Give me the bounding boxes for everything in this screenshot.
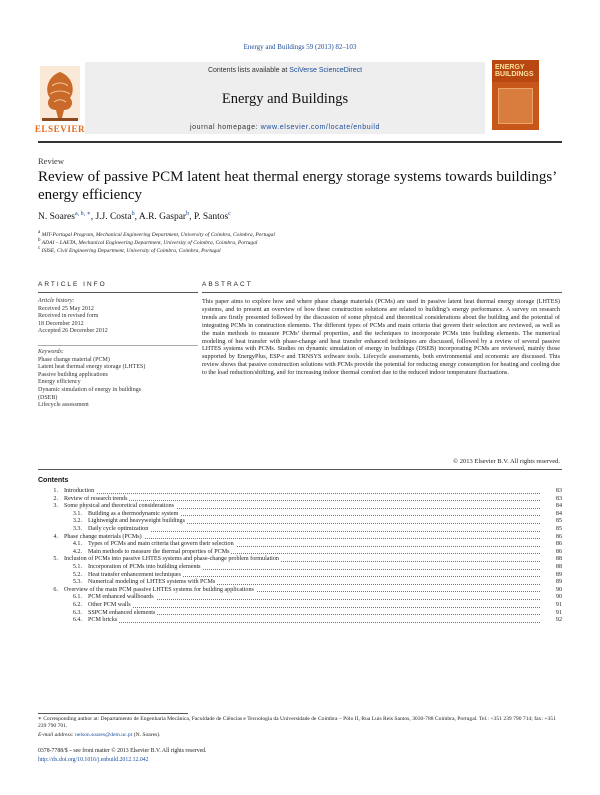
toc-entry-label: Phase change materials (PCMs) bbox=[64, 533, 142, 540]
toc-entry-label: Introduction bbox=[64, 488, 95, 494]
abstract-text: This paper aims to explore how and where phase change materials (PCMs) are used in passive latent heat thermal energy storage (LHTES) systems, and to present an overview of how these construction solutions are related to building’s energy performance. A survey on research trends are firstly presented followed by the discussion of some physical and theoretical considerations about the building and the potential of integrating PCMs in construction elements. The different types of PCMs and main criteria that govern their selection are reviewed, as well as the main methods to measure PCMs’ thermal properties, and the techniques to incorporate PCMs into building elements. The numerical modeling of heat transfer with phase-change and heat transfer enhanced techniques are discussed, followed by a review of several passive LHTES systems with PCMs. Studies on dynamic simulation of energy in buildings (DSEB) incorporating PCMs are reviewed, mainly those supported by EnergyPlus, ESP-r and TRNSYS software tools. Lifecycle assessments, both environmental and economic are discussed. This review shows that passive construction solutions with PCMs provide the potential for reducing energy consumption for heating and cooling due to the load reduction/shifting, and for increasing indoor thermal comfort due to the reduced indoor temperature fluctuations. bbox=[202, 298, 560, 377]
toc-entry-number: 3.2. bbox=[72, 518, 82, 525]
keyword: (DSEB) bbox=[38, 394, 58, 401]
toc-entry-number: 2. bbox=[53, 495, 58, 502]
toc-entry-number: 3.3. bbox=[72, 525, 82, 532]
toc-entry-page: 83 bbox=[555, 495, 562, 502]
doi-link[interactable]: http://dx.doi.org/10.1016/j.enbuild.2012.12.042 bbox=[38, 757, 149, 763]
keyword: Passive building applications bbox=[38, 371, 108, 378]
header-rule bbox=[38, 141, 562, 143]
toc-entry-number: 4. bbox=[53, 533, 58, 540]
history-label: Article history: bbox=[38, 298, 75, 304]
toc-entry-page: 91 bbox=[555, 601, 562, 608]
history-line: Received in revised form bbox=[38, 313, 99, 320]
contents-heading: Contents bbox=[38, 477, 69, 484]
toc-entry-page: 92 bbox=[555, 617, 562, 624]
keyword: Dynamic simulation of energy in buildings bbox=[38, 386, 142, 393]
author-list bbox=[38, 210, 231, 222]
toc-entry-label: PCM bricks bbox=[88, 617, 118, 624]
corresponding-author-note: ∗ Corresponding author at: Departamento de Engenharia Mecânica, Faculdade de Ciências e Tecnologia da Universidade de Coimbra – Pólo II, Rua Luís Reis Santos, 3030-788 Coimbra, Portugal. Tel.: +351 239 790 714; fax: +351 239 790 701. bbox=[38, 716, 556, 730]
author-name: A.R. Gaspar bbox=[138, 212, 187, 223]
journal-cover-thumbnail bbox=[492, 60, 539, 130]
toc-leader-dots bbox=[88, 524, 540, 532]
author-separator: , bbox=[134, 212, 139, 223]
author-name: J.J. Costa bbox=[95, 212, 132, 223]
toc-entry-number: 5.1. bbox=[72, 563, 82, 570]
article-info-heading: ARTICLE INFO bbox=[38, 281, 107, 288]
toc-entry-number: 5.2. bbox=[72, 571, 82, 578]
affiliation-c: $^c$ ISISE, Civil Engineering Department, University of Coimbra, Coimbra, Portugal bbox=[38, 246, 221, 254]
issn-line: 0378-7788/$ – see front matter © 2013 Elsevier B.V. All rights reserved. bbox=[38, 748, 207, 754]
toc-entry-label: Daily cycle optimization bbox=[88, 525, 149, 532]
toc-entry-label: Some physical and theoretical considerations bbox=[64, 503, 174, 510]
history-line: 18 December 2012 bbox=[38, 320, 84, 327]
toc-entry-number: 3. bbox=[53, 503, 58, 510]
toc-entry-label: Other PCM walls bbox=[88, 601, 131, 608]
author-affiliation-mark[interactable]: c bbox=[228, 211, 231, 217]
toc-entry-page: 89 bbox=[555, 571, 562, 578]
toc-entry-page: 85 bbox=[555, 525, 562, 532]
homepage-link[interactable]: www.elsevier.com/locate/enbuild bbox=[260, 124, 381, 131]
author-affiliation-mark[interactable]: a, b, ∗ bbox=[74, 211, 91, 217]
toc-leader-dots bbox=[88, 600, 540, 608]
toc-entry-label: Numerical modeling of LHTES systems with PCMs bbox=[88, 579, 216, 586]
toc-entry-label: Incorporation of PCMs into building elements bbox=[88, 563, 201, 570]
toc-entry-number: 3.1. bbox=[72, 510, 82, 517]
toc-entry-number: 6.1. bbox=[72, 594, 82, 601]
toc-entry-number: 4.2. bbox=[72, 548, 82, 555]
keyword: Latent heat thermal energy storage (LHTES) bbox=[38, 364, 146, 371]
keyword: Energy efficiency bbox=[38, 379, 81, 386]
affiliation-a: $^a$ MIT-Portugal Program, Mechanical Engineering Department, University of Coimbra, Coimbra, Portugal bbox=[38, 230, 275, 238]
elsevier-tree-logo bbox=[38, 62, 82, 126]
toc-entry-number: 4.1. bbox=[72, 541, 82, 548]
history-line: Accepted 26 December 2012 bbox=[38, 328, 108, 335]
author-affiliation-mark[interactable]: b bbox=[131, 211, 135, 217]
abstract-rule bbox=[202, 292, 562, 293]
toc-entry[interactable] bbox=[38, 617, 562, 625]
author-name: N. Soares bbox=[38, 212, 75, 223]
keyword: Phase change material (PCM) bbox=[38, 356, 110, 363]
toc-entry-page: 84 bbox=[555, 510, 562, 517]
journal-homepage-line bbox=[85, 124, 485, 131]
info-rule bbox=[38, 292, 198, 293]
toc-entry-label: Overview of the main PCM passive LHTES systems for building applications bbox=[64, 586, 254, 593]
author-name: P. Santos bbox=[193, 212, 229, 223]
cover-title: ENERGY BUILDINGS bbox=[495, 64, 534, 78]
abstract-heading: ABSTRACT bbox=[202, 281, 253, 288]
toc-entry-number: 6.3. bbox=[72, 609, 82, 616]
keywords-label: Keywords: bbox=[38, 348, 64, 355]
article-info bbox=[38, 298, 198, 410]
toc-entry-label: SSPCM enhanced elements bbox=[88, 609, 156, 616]
article-type: Review bbox=[38, 156, 64, 166]
toc-entry-label: Lightweight and heavyweight buildings bbox=[88, 518, 185, 525]
toc-entry-page: 85 bbox=[555, 518, 562, 525]
footnote-rule bbox=[38, 713, 188, 714]
journal-title: Energy and Buildings bbox=[221, 91, 349, 107]
toc-entry-number: 5.3. bbox=[72, 579, 82, 586]
toc-entry-page: 89 bbox=[555, 579, 562, 586]
email-note bbox=[38, 732, 558, 739]
journal-citation[interactable]: Energy and Buildings 59 (2013) 82–103 bbox=[243, 43, 357, 51]
author-separator: , bbox=[189, 212, 194, 223]
toc-entry-page: 84 bbox=[555, 503, 562, 510]
toc-entry-page: 91 bbox=[555, 609, 562, 616]
keyword: Lifecycle assessment bbox=[38, 402, 89, 409]
abstract-bottom-rule bbox=[38, 469, 562, 470]
toc-entry-page: 88 bbox=[555, 556, 562, 563]
sciencedirect-link[interactable]: SciVerse ScienceDirect bbox=[289, 67, 363, 74]
toc-entry-label: Types of PCMs and main criteria that govern their selection bbox=[88, 541, 234, 548]
history-line: Received 25 May 2012 bbox=[38, 305, 94, 312]
toc-entry-number: 6. bbox=[53, 586, 58, 593]
author-affiliation-mark[interactable]: b bbox=[186, 211, 190, 217]
publisher-name: ELSEVIER bbox=[34, 124, 86, 134]
toc-entry-page: 88 bbox=[555, 563, 562, 570]
toc-entry-number: 1. bbox=[53, 488, 58, 494]
email-suffix: (N. Soares). bbox=[133, 732, 161, 738]
homepage-prefix: journal homepage: bbox=[189, 124, 261, 131]
contents-prefix: Contents lists available at bbox=[207, 67, 290, 74]
toc-entry-number: 6.4. bbox=[72, 617, 82, 624]
toc-entry-page: 86 bbox=[555, 541, 562, 548]
toc-leader-dots bbox=[64, 486, 540, 494]
toc-entry-number: 5. bbox=[53, 556, 58, 563]
abstract-copyright: © 2013 Elsevier B.V. All rights reserved. bbox=[453, 458, 560, 465]
toc-entry-page: 86 bbox=[555, 533, 562, 540]
contents-available-line bbox=[85, 67, 485, 74]
toc-entry-label: Review of research trends bbox=[64, 495, 128, 502]
toc-entry-label: Building as a thermodynamic system bbox=[88, 510, 179, 517]
toc-entry-page: 83 bbox=[555, 488, 562, 494]
toc-leader-dots bbox=[88, 615, 540, 623]
toc-leader-dots bbox=[64, 494, 540, 502]
email-label: E-mail address: bbox=[38, 732, 74, 738]
toc-entry-label: PCM enhanced wallboards bbox=[88, 594, 154, 601]
toc-entry-page: 86 bbox=[555, 548, 562, 555]
toc-entry-label: Inclusion of PCMs into passive LHTES systems and phase-change problem formulation bbox=[64, 556, 279, 563]
affiliation-b: $^b$ ADAI – LAETA, Mechanical Engineering Department, University of Coimbra, Coimbra, Portugal bbox=[38, 238, 258, 246]
email-link[interactable]: nelson.soares@dem.uc.pt bbox=[75, 732, 133, 738]
toc-entry-label: Heat transfer enhancement techniques bbox=[88, 571, 181, 578]
toc-entry-page: 90 bbox=[555, 594, 562, 601]
toc-entry-label: Main methods to measure the thermal properties of PCMs bbox=[88, 548, 230, 555]
toc-entry-page: 90 bbox=[555, 586, 562, 593]
author-separator: , bbox=[90, 212, 96, 223]
toc-leader-dots bbox=[88, 592, 540, 600]
table-of-contents bbox=[38, 488, 562, 625]
toc-entry-number: 6.2. bbox=[72, 601, 82, 608]
article-title: Review of passive PCM latent heat thermal energy storage systems towards buildings’ energy efficiency bbox=[38, 169, 557, 203]
